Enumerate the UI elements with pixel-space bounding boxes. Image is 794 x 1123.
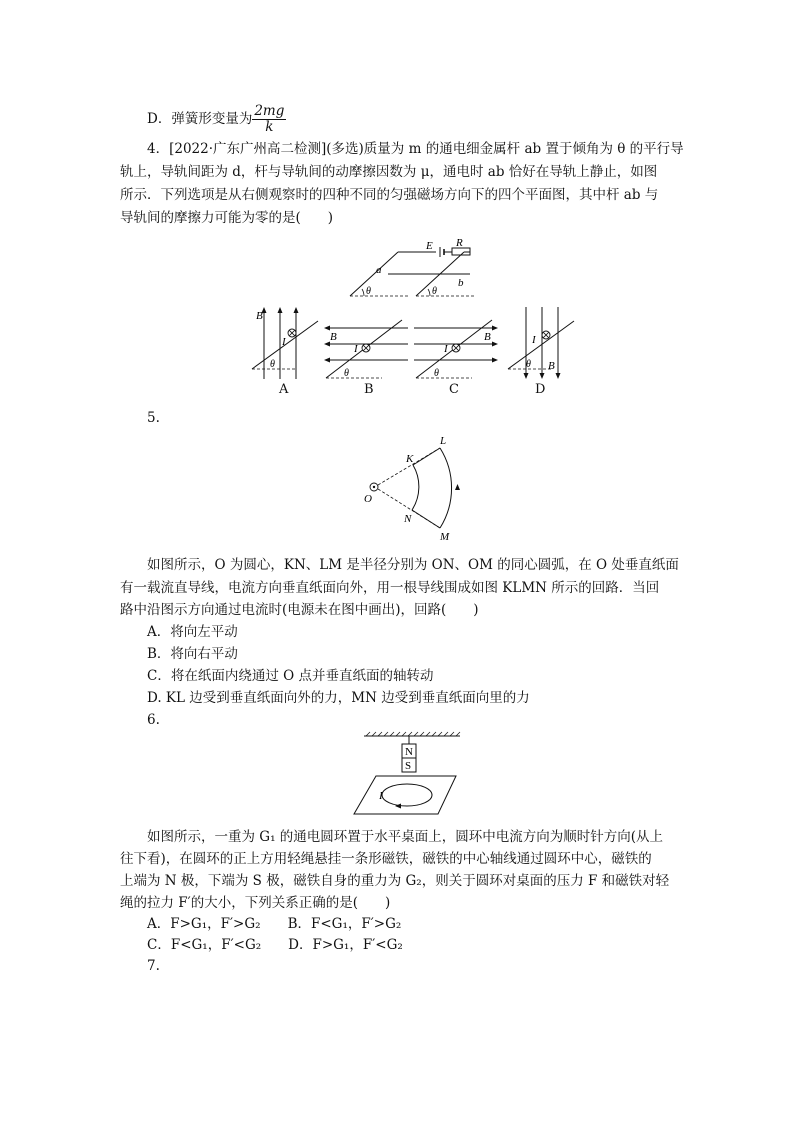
fraction-denominator: k <box>265 119 274 135</box>
label-theta: θ <box>344 368 349 379</box>
label-b: b <box>458 277 464 289</box>
label-R: R <box>456 237 463 249</box>
label-E: E <box>426 240 433 252</box>
panel-label-a: A <box>279 382 289 397</box>
q7-number: 7. <box>147 958 160 974</box>
q4-panel-d <box>504 305 580 381</box>
q4-rail-figure <box>340 236 480 300</box>
q4-panel-b <box>322 318 410 382</box>
q3-option-d-text: D．弹簧形变量为 <box>147 111 253 127</box>
label-theta: θ <box>526 359 531 370</box>
label-S: S <box>405 760 412 772</box>
q5-arc-figure <box>360 434 470 542</box>
q6-number: 6. <box>147 712 160 728</box>
label-B: B <box>548 360 555 372</box>
q6-line-4: 绳的拉力 F′的大小，下列关系正确的是( ) <box>120 895 391 911</box>
label-I: I <box>444 343 448 355</box>
q5-number: 5. <box>147 410 160 426</box>
label-N: N <box>405 746 413 758</box>
label-O: O <box>364 493 372 505</box>
q4-panel-c <box>412 318 500 382</box>
label-theta: θ <box>270 359 275 370</box>
q5-option-a: A．将向左平动 <box>147 624 238 640</box>
q5-line-3: 路中沿图示方向通过电流时(电源未在图中画出)，回路( ) <box>120 602 479 618</box>
label-B: B <box>330 331 337 343</box>
panel-label-c: C <box>449 382 459 397</box>
label-theta: θ <box>432 286 437 297</box>
fraction-numerator: 2mg <box>254 103 285 119</box>
q4-line-1: 4．[2022·广东广州高二检测](多选)质量为 m 的通电细金属杆 ab 置于倾角为 θ 的平行导 <box>147 141 684 157</box>
label-I: I <box>379 790 383 802</box>
q6-magnet-figure <box>348 730 464 820</box>
q6-line-3: 上端为 N 极，下端为 S 极，磁铁自身的重力为 G₂，则关于圆环对桌面的压力 F 和磁铁对轻 <box>120 873 670 889</box>
label-theta: θ <box>366 286 371 297</box>
label-K: K <box>406 453 414 465</box>
q5-line-1: 如图所示，O 为圆心，KN、LM 是半径分别为 ON、OM 的同心圆弧，在 O 处垂直纸面 <box>147 557 679 573</box>
q4-line-4: 导轨间的摩擦力可能为零的是( ) <box>120 210 334 226</box>
label-M: M <box>440 531 450 542</box>
panel-label-d: D <box>535 382 546 397</box>
q5-option-b: B．将向右平动 <box>147 646 238 662</box>
fraction <box>252 104 286 135</box>
label-I: I <box>354 343 358 355</box>
label-B: B <box>256 310 263 322</box>
q5-option-c: C．将在纸面内绕通过 O 点并垂直纸面的轴转动 <box>147 668 434 684</box>
panel-label-b: B <box>364 382 374 397</box>
label-N: N <box>404 513 412 525</box>
q6-options-row-1: A．F>G₁，F′>G₂ B．F<G₁，F′>G₂ <box>147 916 402 932</box>
label-B: B <box>484 331 491 343</box>
label-I: I <box>282 336 286 348</box>
label-L: L <box>440 435 447 447</box>
q4-panel-a <box>246 305 322 381</box>
q3-option-d <box>147 104 286 135</box>
q5-option-d: D. KL 边受到垂直纸面向外的力，MN 边受到垂直纸面向里的力 <box>147 690 530 706</box>
q6-line-1: 如图所示，一重为 G₁ 的通电圆环置于水平桌面上，圆环中电流方向为顺时针方向(从上 <box>147 829 664 845</box>
q4-line-3: 所示．下列选项是从右侧观察时的四种不同的匀强磁场方向下的四个平面图，其中杆 ab 与 <box>120 187 659 203</box>
q4-line-2: 轨上，导轨间距为 d，杆与导轨间的动摩擦因数为 μ，通电时 ab 恰好在导轨上静止，如图 <box>120 164 658 180</box>
label-I: I <box>532 334 536 346</box>
q5-line-2: 有一载流直导线，电流方向垂直纸面向外，用一根导线围成如图 KLMN 所示的回路．当回 <box>120 580 660 596</box>
label-a: a <box>376 264 382 276</box>
label-theta: θ <box>434 368 439 379</box>
q6-options-row-2: C．F<G₁，F′<G₂ D．F>G₁，F′<G₂ <box>147 937 403 953</box>
q6-line-2: 往下看)，在圆环的正上方用轻绳悬挂一条形磁铁，磁铁的中心轴线通过圆环中心，磁铁的 <box>120 851 652 867</box>
